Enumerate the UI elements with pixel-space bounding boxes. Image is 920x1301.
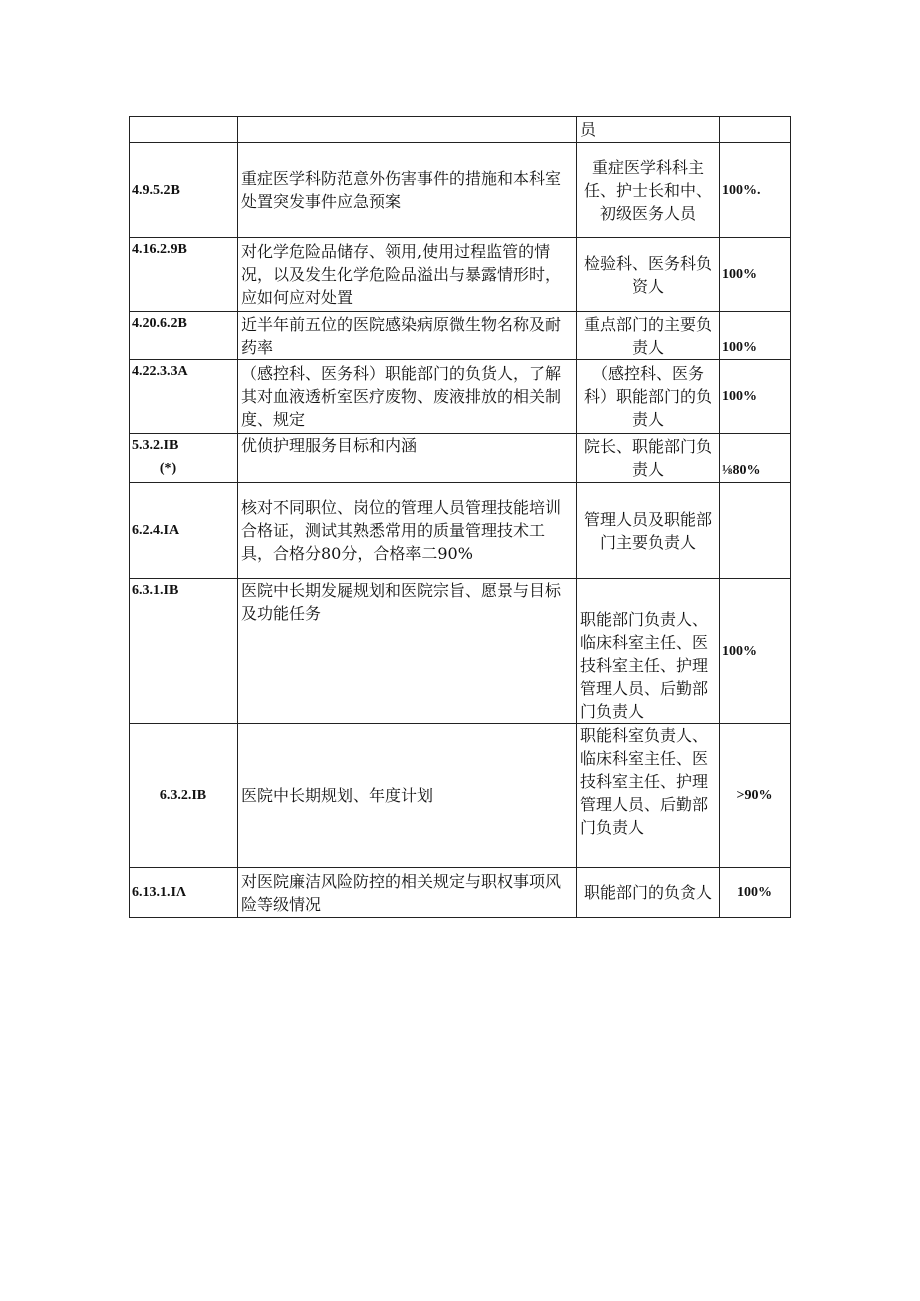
target-personnel: 职能部门的负贪人	[577, 868, 720, 918]
target-personnel: 院长、职能部门负责人	[577, 434, 720, 483]
item-code	[130, 117, 238, 143]
item-description: 核对不同职位、岗位的管理人员管理技能培训合格证，测试其熟悉常用的质量管理技术工具，合格分80分，合格率二90%	[238, 483, 577, 579]
item-description: 对医院廉洁风险防控的相关规定与职权事项风险等级情况	[238, 868, 577, 918]
pass-rate: 100%	[720, 312, 791, 360]
item-code: 6.2.4.IA	[130, 483, 238, 579]
item-code: 6.3.2.IB	[130, 724, 238, 868]
target-personnel: 职能科室负责人、临床科室主任、医技科室主任、护理管理人员、后勤部门负责人	[577, 724, 720, 868]
table-row	[130, 724, 791, 868]
item-description: 医院中长期规划、年度计划	[238, 724, 577, 868]
pass-rate: 100%	[720, 868, 791, 918]
target-personnel: 重点部门的主要负责人	[577, 312, 720, 360]
item-code: 4.9.5.2B	[130, 143, 238, 238]
target-personnel: 职能部门负责人、临床科室主任、医技科室主任、护理管理人员、后勤部门负责人	[577, 579, 720, 724]
table-row	[130, 579, 791, 724]
item-code: 4.20.6.2B	[130, 312, 238, 360]
item-code: 4.22.3.3A	[130, 360, 238, 434]
item-description: 优侦护理服务目标和内涵	[238, 434, 577, 483]
table-row	[130, 868, 791, 918]
target-personnel: 员	[577, 117, 720, 143]
target-personnel: （感控科、医务科）职能部门的负责人	[577, 360, 720, 434]
pass-rate: 100%	[720, 579, 791, 724]
table-row	[130, 483, 791, 579]
table-row	[130, 117, 791, 143]
item-code: 6.3.1.IB	[130, 579, 238, 724]
pass-rate: 100%	[720, 360, 791, 434]
table-row	[130, 312, 791, 360]
item-description	[238, 117, 577, 143]
pass-rate	[720, 483, 791, 579]
pass-rate: 100%.	[720, 143, 791, 238]
item-code: 4.16.2.9B	[130, 238, 238, 312]
pass-rate: >90%	[720, 724, 791, 868]
table-row	[130, 360, 791, 434]
item-code-main: 5.3.2.IB	[132, 438, 179, 453]
item-code: 6.13.1.IΛ	[130, 868, 238, 918]
target-personnel: 检验科、医务科负资人	[577, 238, 720, 312]
pass-rate: ⅛80%	[720, 434, 791, 483]
inspection-table	[129, 116, 791, 918]
item-code-note: (*)	[159, 461, 177, 476]
target-personnel: 重症医学科科主任、护士长和中、初级医务人员	[577, 143, 720, 238]
item-code	[130, 434, 238, 483]
target-personnel: 管理人员及职能部门主要负责人	[577, 483, 720, 579]
table-row	[130, 143, 791, 238]
item-description: 近半年前五位的医院感染病原微生物名称及耐药率	[238, 312, 577, 360]
item-description: 医院中长期发屣规划和医院宗旨、愿景与目标及功能任务	[238, 579, 577, 724]
item-description: 对化学危险品储存、领用,使用过程监管的情况，以及发生化学危险品溢出与暴露情形时，应如何应对处置	[238, 238, 577, 312]
item-description: 重症医学科防范意外伤害事件的措施和本科室处置突发事件应急预案	[238, 143, 577, 238]
item-description: （感控科、医务科）职能部门的负货人，了解其对血液透析室医疗废物、废液排放的相关制度、规定	[238, 360, 577, 434]
table-row	[130, 434, 791, 483]
pass-rate	[720, 117, 791, 143]
table-row	[130, 238, 791, 312]
pass-rate: 100%	[720, 238, 791, 312]
